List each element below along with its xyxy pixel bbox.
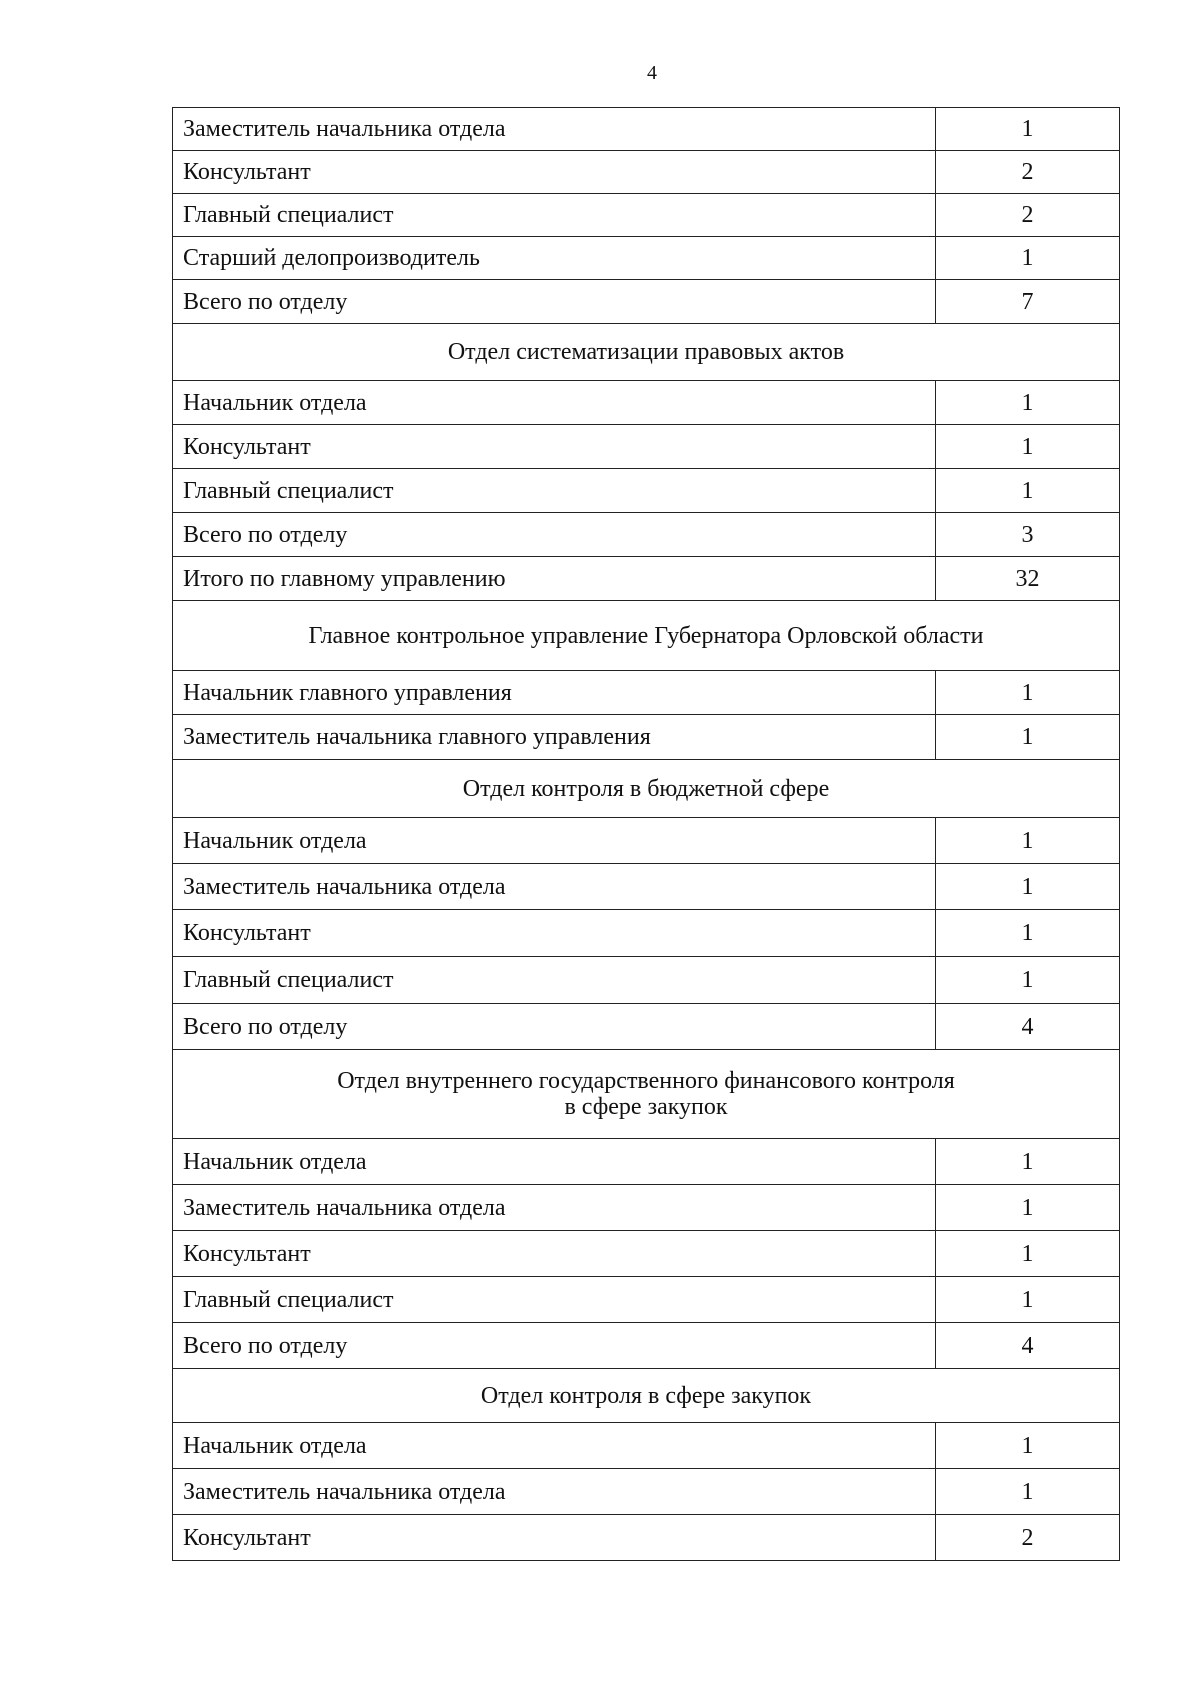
position-count: 1 bbox=[936, 237, 1120, 280]
position-name: Консультант bbox=[173, 425, 936, 469]
position-name: Заместитель начальника отдела bbox=[173, 1469, 936, 1515]
position-name: Главный специалист bbox=[173, 469, 936, 513]
position-name: Начальник отдела bbox=[173, 381, 936, 425]
section-title bbox=[173, 324, 1120, 381]
position-name: Главный специалист bbox=[173, 1277, 936, 1323]
table-row bbox=[173, 381, 1120, 425]
position-count: 1 bbox=[936, 425, 1120, 469]
position-count: 1 bbox=[936, 910, 1120, 957]
table-row bbox=[173, 469, 1120, 513]
table-row bbox=[173, 671, 1120, 715]
position-name: Консультант bbox=[173, 1515, 936, 1561]
position-name: Начальник отдела bbox=[173, 818, 936, 864]
section-title-line: Отдел систематизации правовых актов bbox=[447, 339, 845, 365]
section-title-line: Главное контрольное управление Губернатора Орловской области bbox=[308, 622, 984, 649]
section-header-row bbox=[173, 324, 1120, 381]
table-row bbox=[173, 1515, 1120, 1561]
table-row bbox=[173, 1323, 1120, 1369]
staffing-table bbox=[172, 107, 1120, 1561]
section-header-row bbox=[173, 1050, 1120, 1139]
position-name: Начальник отдела bbox=[173, 1423, 936, 1469]
table-row bbox=[173, 151, 1120, 194]
position-count: 4 bbox=[936, 1004, 1120, 1050]
position-name: Консультант bbox=[173, 910, 936, 957]
table-row bbox=[173, 280, 1120, 324]
position-count: 1 bbox=[936, 381, 1120, 425]
position-count: 1 bbox=[936, 1185, 1120, 1231]
table-row bbox=[173, 1277, 1120, 1323]
position-name: Заместитель начальника отдела bbox=[173, 864, 936, 910]
section-title-line: Отдел контроля в сфере закупок bbox=[480, 1382, 812, 1409]
position-count: 1 bbox=[936, 864, 1120, 910]
position-name: Начальник отдела bbox=[173, 1139, 936, 1185]
table-row bbox=[173, 957, 1120, 1004]
table-row bbox=[173, 557, 1120, 601]
position-name: Итого по главному управлению bbox=[173, 557, 936, 601]
table-row bbox=[173, 1139, 1120, 1185]
position-count: 1 bbox=[936, 818, 1120, 864]
position-name: Заместитель начальника отдела bbox=[173, 1185, 936, 1231]
section-title bbox=[173, 1369, 1120, 1423]
table-row bbox=[173, 818, 1120, 864]
table-row bbox=[173, 864, 1120, 910]
table-row bbox=[173, 425, 1120, 469]
section-title bbox=[173, 601, 1120, 671]
position-count: 3 bbox=[936, 513, 1120, 557]
page-number: 4 bbox=[647, 62, 657, 84]
position-name: Начальник главного управления bbox=[173, 671, 936, 715]
position-name: Заместитель начальника главного управления bbox=[173, 715, 936, 760]
position-count: 1 bbox=[936, 469, 1120, 513]
table-row bbox=[173, 1423, 1120, 1469]
table-row bbox=[173, 910, 1120, 957]
section-title bbox=[173, 760, 1120, 818]
table-row bbox=[173, 1231, 1120, 1277]
section-header-row bbox=[173, 1369, 1120, 1423]
position-name: Заместитель начальника отдела bbox=[173, 108, 936, 151]
section-title-line: Отдел контроля в бюджетной сфере bbox=[462, 775, 830, 802]
position-count: 2 bbox=[936, 1515, 1120, 1561]
section-title-line: Отдел внутреннего государственного финансового контроля bbox=[337, 1068, 955, 1094]
position-name: Главный специалист bbox=[173, 194, 936, 237]
position-count: 1 bbox=[936, 1469, 1120, 1515]
table-row bbox=[173, 108, 1120, 151]
position-name: Всего по отделу bbox=[173, 280, 936, 324]
position-name: Всего по отделу bbox=[173, 1004, 936, 1050]
position-name: Всего по отделу bbox=[173, 1323, 936, 1369]
table-row bbox=[173, 1004, 1120, 1050]
table-row bbox=[173, 194, 1120, 237]
position-count: 32 bbox=[936, 557, 1120, 601]
position-name: Главный специалист bbox=[173, 957, 936, 1004]
position-name: Консультант bbox=[173, 1231, 936, 1277]
section-header-row bbox=[173, 760, 1120, 818]
position-count: 1 bbox=[936, 957, 1120, 1004]
position-name: Всего по отделу bbox=[173, 513, 936, 557]
table-row bbox=[173, 237, 1120, 280]
position-count: 1 bbox=[936, 108, 1120, 151]
section-title bbox=[173, 1050, 1120, 1139]
position-count: 2 bbox=[936, 151, 1120, 194]
position-name: Старший делопроизводитель bbox=[173, 237, 936, 280]
position-count: 1 bbox=[936, 1277, 1120, 1323]
position-count: 1 bbox=[936, 1423, 1120, 1469]
position-count: 4 bbox=[936, 1323, 1120, 1369]
table-row bbox=[173, 513, 1120, 557]
position-count: 1 bbox=[936, 1231, 1120, 1277]
position-count: 7 bbox=[936, 280, 1120, 324]
section-header-row bbox=[173, 601, 1120, 671]
table-row bbox=[173, 715, 1120, 760]
position-count: 2 bbox=[936, 194, 1120, 237]
position-count: 1 bbox=[936, 1139, 1120, 1185]
table-row bbox=[173, 1185, 1120, 1231]
position-count: 1 bbox=[936, 671, 1120, 715]
table-row bbox=[173, 1469, 1120, 1515]
position-name: Консультант bbox=[173, 151, 936, 194]
section-title-line: в сфере закупок bbox=[564, 1094, 728, 1120]
position-count: 1 bbox=[936, 715, 1120, 760]
